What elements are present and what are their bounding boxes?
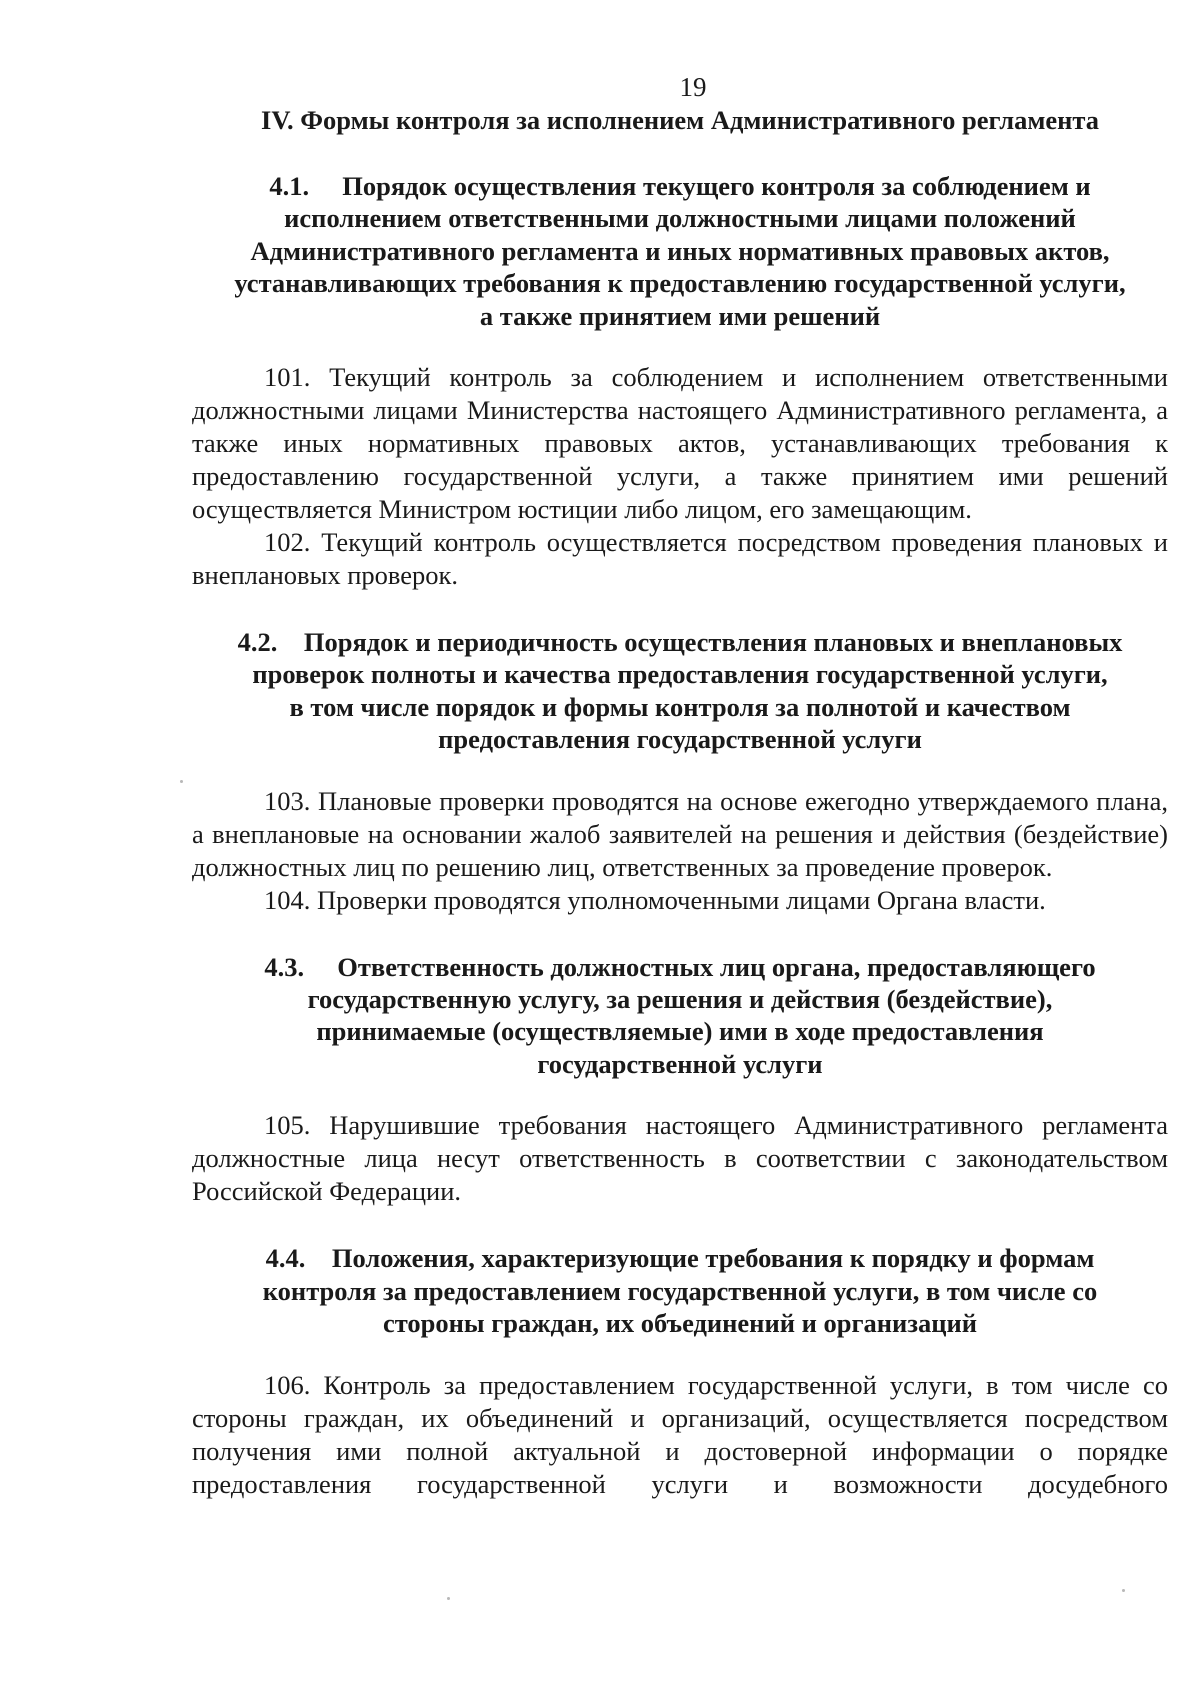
- section-title: [192, 170, 1168, 332]
- section-number: 4.1.: [269, 171, 310, 201]
- section-4-2: [192, 626, 1168, 917]
- section-title-line: контроля за предоставлением государственной услуги, в том числе со: [262, 1275, 1098, 1306]
- section-title-line: устанавливающих требования к предоставлению государственной услуги,: [234, 268, 1126, 299]
- section-title-line: в том числе порядок и формы контроля за полнотой и качеством: [289, 691, 1071, 722]
- section-4-4: [192, 1242, 1168, 1500]
- paragraph-105: 105. Нарушившие требования настоящего Административного регламента должностные лица несут ответственность в соответствии с законодательством Российской Федерации.: [192, 1110, 1168, 1207]
- section-title-line: принимаемые (осуществляемые) ими в ходе предоставления: [316, 1016, 1044, 1047]
- section-number: 4.4.: [265, 1243, 306, 1274]
- section-title-line: предоставления государственной услуги: [438, 724, 922, 755]
- section-4-1: [192, 170, 1168, 592]
- paragraph-102: 102. Текущий контроль осуществляется посредством проведения плановых и внеплановых проверок.: [192, 527, 1168, 591]
- section-title-line: государственной услуги: [537, 1048, 823, 1079]
- scan-speck: [447, 1597, 450, 1600]
- section-number: 4.3.: [264, 951, 305, 982]
- paragraph-106: 106. Контроль за предоставлением государственной услуги, в том числе со стороны граждан, их объединений и организаций, осуществляется посредством получения ими полной актуальной и достоверной информации о порядке предоставления государственной услуги и возможности досудебного: [192, 1369, 1168, 1499]
- paragraph-104: 104. Проверки проводятся уполномоченными лицами Органа власти.: [264, 884, 1046, 915]
- section-title-line: Ответственность должностных лиц органа, предоставляющего: [337, 951, 1096, 982]
- section-title-line: Административного регламента и иных нормативных правовых актов,: [250, 235, 1110, 266]
- section-title: [192, 951, 1168, 1081]
- section-title-line: Положения, характеризующие требования к порядку и формам: [331, 1243, 1095, 1274]
- section-number: 4.2.: [237, 627, 278, 658]
- paragraph-103: 103. Плановые проверки проводятся на основе ежегодно утверждаемого плана, а внеплановые на основании жалоб заявителей на решения и действия (бездействие) должностных лиц по решению лиц, ответственных за проведение проверок.: [192, 785, 1168, 882]
- section-title-line: Порядок и периодичность осуществления плановых и внеплановых: [303, 627, 1123, 658]
- section-title-line: а также принятием ими решений: [479, 300, 881, 331]
- chapter-title: IV. Формы контроля за исполнением Административного регламента: [261, 105, 1099, 135]
- section-4-3: [192, 951, 1168, 1209]
- section-title-line: стороны граждан, их объединений и организаций: [382, 1308, 978, 1339]
- section-title-line: исполнением ответственными должностными лицами положений: [284, 203, 1076, 234]
- section-title: [192, 1242, 1168, 1339]
- document-page: [192, 70, 1168, 1501]
- section-title-line: проверок полноты и качества предоставления государственной услуги,: [252, 659, 1108, 690]
- section-title-line: Порядок осуществления текущего контроля за соблюдением и: [342, 171, 1091, 201]
- paragraph-101: 101. Текущий контроль за соблюдением и исполнением ответственными должностными лицами Министерства настоящего Административного регламента, а также иных нормативных правовых актов, устанавливающих требования к предоставлению государственной услуги, а также принятием ими решений осуществляется Министром юстиции либо лицом, его замещающим.: [192, 362, 1168, 525]
- section-title: [192, 626, 1168, 756]
- page-number: 19: [679, 72, 707, 102]
- scan-speck: [1122, 1589, 1125, 1592]
- section-title-line: государственную услугу, за решения и действия (бездействие),: [307, 984, 1053, 1015]
- scan-speck: [180, 780, 183, 783]
